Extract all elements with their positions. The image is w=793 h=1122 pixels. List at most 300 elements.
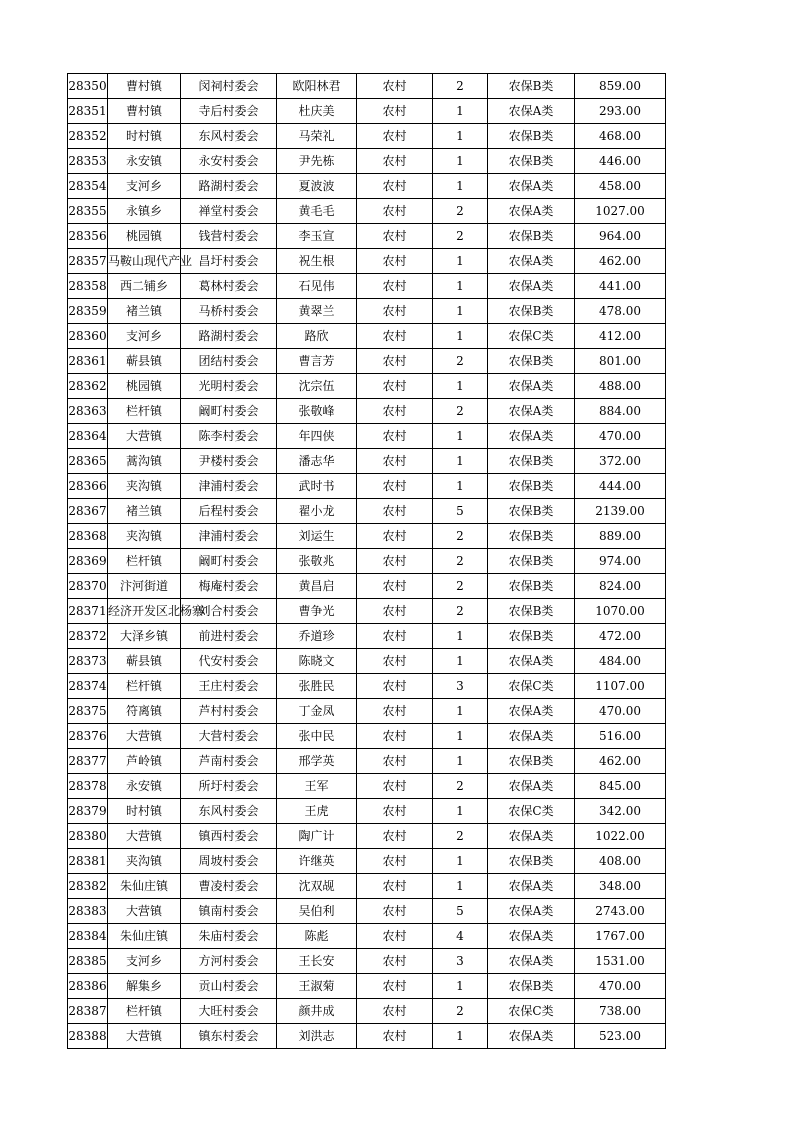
household-type-cell: 农村	[357, 874, 433, 899]
town-cell: 符离镇	[108, 699, 181, 724]
table-row	[68, 499, 666, 524]
record-id-cell: 28388	[68, 1024, 108, 1049]
town-cell: 夹沟镇	[108, 849, 181, 874]
record-id-cell: 28383	[68, 899, 108, 924]
record-id-cell: 28354	[68, 174, 108, 199]
household-type-cell: 农村	[357, 74, 433, 99]
name-cell: 沈宗伍	[277, 374, 357, 399]
village-committee-cell: 梅庵村委会	[181, 574, 277, 599]
village-committee-cell: 团结村委会	[181, 349, 277, 374]
record-id-cell: 28382	[68, 874, 108, 899]
name-cell: 黄翠兰	[277, 299, 357, 324]
household-type-cell: 农村	[357, 724, 433, 749]
name-cell: 祝生根	[277, 249, 357, 274]
insurance-category-cell: 农保B类	[488, 574, 575, 599]
village-committee-cell: 陈李村委会	[181, 424, 277, 449]
name-cell: 刘运生	[277, 524, 357, 549]
table-row	[68, 574, 666, 599]
household-size-cell: 2	[433, 599, 488, 624]
table-row	[68, 999, 666, 1024]
name-cell: 路欣	[277, 324, 357, 349]
village-committee-cell: 镇南村委会	[181, 899, 277, 924]
table-row	[68, 399, 666, 424]
amount-cell: 516.00	[575, 724, 666, 749]
household-size-cell: 1	[433, 974, 488, 999]
village-committee-cell: 津浦村委会	[181, 524, 277, 549]
amount-cell: 2743.00	[575, 899, 666, 924]
household-size-cell: 1	[433, 149, 488, 174]
name-cell: 张胜民	[277, 674, 357, 699]
table-row	[68, 624, 666, 649]
household-type-cell: 农村	[357, 799, 433, 824]
household-size-cell: 1	[433, 324, 488, 349]
village-committee-cell: 禅堂村委会	[181, 199, 277, 224]
name-cell: 陈彪	[277, 924, 357, 949]
village-committee-cell: 贡山村委会	[181, 974, 277, 999]
household-size-cell: 1	[433, 124, 488, 149]
town-cell: 曹村镇	[108, 74, 181, 99]
town-cell: 夹沟镇	[108, 474, 181, 499]
record-id-cell: 28350	[68, 74, 108, 99]
household-type-cell: 农村	[357, 474, 433, 499]
record-id-cell: 28378	[68, 774, 108, 799]
household-size-cell: 1	[433, 174, 488, 199]
insurance-category-cell: 农保A类	[488, 199, 575, 224]
town-cell: 永镇乡	[108, 199, 181, 224]
village-committee-cell: 后程村委会	[181, 499, 277, 524]
name-cell: 王军	[277, 774, 357, 799]
town-cell: 大营镇	[108, 824, 181, 849]
record-id-cell: 28359	[68, 299, 108, 324]
insurance-category-cell: 农保B类	[488, 599, 575, 624]
insurance-category-cell: 农保C类	[488, 674, 575, 699]
household-type-cell: 农村	[357, 599, 433, 624]
name-cell: 欧阳林君	[277, 74, 357, 99]
table-row	[68, 874, 666, 899]
household-size-cell: 1	[433, 649, 488, 674]
insurance-category-cell: 农保A类	[488, 399, 575, 424]
insurance-category-cell: 农保A类	[488, 774, 575, 799]
village-committee-cell: 代安村委会	[181, 649, 277, 674]
table-row	[68, 424, 666, 449]
table-row	[68, 599, 666, 624]
household-type-cell: 农村	[357, 99, 433, 124]
insurance-category-cell: 农保B类	[488, 474, 575, 499]
name-cell: 张敬峰	[277, 399, 357, 424]
amount-cell: 412.00	[575, 324, 666, 349]
record-id-cell: 28387	[68, 999, 108, 1024]
table-row	[68, 124, 666, 149]
village-committee-cell: 闵祠村委会	[181, 74, 277, 99]
table-row	[68, 699, 666, 724]
household-type-cell: 农村	[357, 574, 433, 599]
village-committee-cell: 尹楼村委会	[181, 449, 277, 474]
insurance-category-cell: 农保B类	[488, 624, 575, 649]
household-size-cell: 3	[433, 949, 488, 974]
table-row	[68, 549, 666, 574]
amount-cell: 824.00	[575, 574, 666, 599]
name-cell: 刘洪志	[277, 1024, 357, 1049]
town-cell: 蕲县镇	[108, 349, 181, 374]
record-id-cell: 28369	[68, 549, 108, 574]
amount-cell: 523.00	[575, 1024, 666, 1049]
insurance-category-cell: 农保B类	[488, 349, 575, 374]
amount-cell: 884.00	[575, 399, 666, 424]
household-type-cell: 农村	[357, 124, 433, 149]
record-id-cell: 28363	[68, 399, 108, 424]
village-committee-cell: 芦南村委会	[181, 749, 277, 774]
name-cell: 黄毛毛	[277, 199, 357, 224]
household-type-cell: 农村	[357, 999, 433, 1024]
town-cell: 栏杆镇	[108, 399, 181, 424]
amount-cell: 441.00	[575, 274, 666, 299]
household-size-cell: 5	[433, 899, 488, 924]
insurance-category-cell: 农保A类	[488, 249, 575, 274]
table-row	[68, 274, 666, 299]
amount-cell: 470.00	[575, 974, 666, 999]
household-type-cell: 农村	[357, 749, 433, 774]
record-id-cell: 28374	[68, 674, 108, 699]
table-row	[68, 299, 666, 324]
household-type-cell: 农村	[357, 299, 433, 324]
household-size-cell: 1	[433, 724, 488, 749]
town-cell: 朱仙庄镇	[108, 874, 181, 899]
table-row	[68, 149, 666, 174]
amount-cell: 478.00	[575, 299, 666, 324]
name-cell: 王长安	[277, 949, 357, 974]
household-type-cell: 农村	[357, 849, 433, 874]
table-row	[68, 974, 666, 999]
village-committee-cell: 所圩村委会	[181, 774, 277, 799]
amount-cell: 1022.00	[575, 824, 666, 849]
insurance-category-cell: 农保B类	[488, 974, 575, 999]
record-id-cell: 28356	[68, 224, 108, 249]
insurance-category-cell: 农保C类	[488, 799, 575, 824]
record-id-cell: 28370	[68, 574, 108, 599]
insurance-category-cell: 农保B类	[488, 299, 575, 324]
amount-cell: 462.00	[575, 749, 666, 774]
household-type-cell: 农村	[357, 524, 433, 549]
town-cell: 支河乡	[108, 174, 181, 199]
record-id-cell: 28353	[68, 149, 108, 174]
record-id-cell: 28368	[68, 524, 108, 549]
insurance-category-cell: 农保B类	[488, 224, 575, 249]
table-row	[68, 799, 666, 824]
household-type-cell: 农村	[357, 499, 433, 524]
village-committee-cell: 方河村委会	[181, 949, 277, 974]
town-cell: 朱仙庄镇	[108, 924, 181, 949]
village-committee-cell: 昌圩村委会	[181, 249, 277, 274]
amount-cell: 372.00	[575, 449, 666, 474]
household-type-cell: 农村	[357, 674, 433, 699]
insurance-category-cell: 农保A类	[488, 174, 575, 199]
table-row	[68, 949, 666, 974]
household-type-cell: 农村	[357, 924, 433, 949]
name-cell: 沈双觇	[277, 874, 357, 899]
amount-cell: 348.00	[575, 874, 666, 899]
household-type-cell: 农村	[357, 374, 433, 399]
village-committee-cell: 曹凌村委会	[181, 874, 277, 899]
amount-cell: 472.00	[575, 624, 666, 649]
town-cell: 桃园镇	[108, 374, 181, 399]
town-cell: 褚兰镇	[108, 299, 181, 324]
amount-cell: 462.00	[575, 249, 666, 274]
town-cell: 栏杆镇	[108, 549, 181, 574]
household-size-cell: 1	[433, 274, 488, 299]
household-size-cell: 1	[433, 424, 488, 449]
table-row	[68, 749, 666, 774]
amount-cell: 845.00	[575, 774, 666, 799]
insurance-category-cell: 农保B类	[488, 449, 575, 474]
household-type-cell: 农村	[357, 699, 433, 724]
town-cell: 蕲县镇	[108, 649, 181, 674]
household-type-cell: 农村	[357, 424, 433, 449]
town-cell: 蒿沟镇	[108, 449, 181, 474]
town-cell: 栏杆镇	[108, 674, 181, 699]
insurance-category-cell: 农保B类	[488, 74, 575, 99]
record-id-cell: 28379	[68, 799, 108, 824]
household-size-cell: 3	[433, 674, 488, 699]
name-cell: 尹先栋	[277, 149, 357, 174]
amount-cell: 293.00	[575, 99, 666, 124]
name-cell: 吴伯利	[277, 899, 357, 924]
household-size-cell: 2	[433, 549, 488, 574]
record-id-cell: 28384	[68, 924, 108, 949]
household-size-cell: 5	[433, 499, 488, 524]
name-cell: 夏波波	[277, 174, 357, 199]
village-committee-cell: 镇东村委会	[181, 1024, 277, 1049]
town-cell: 时村镇	[108, 799, 181, 824]
household-size-cell: 2	[433, 399, 488, 424]
town-cell: 西二铺乡	[108, 274, 181, 299]
name-cell: 陶广计	[277, 824, 357, 849]
table-row	[68, 849, 666, 874]
name-cell: 曹争光	[277, 599, 357, 624]
household-type-cell: 农村	[357, 949, 433, 974]
insurance-category-cell: 农保A类	[488, 699, 575, 724]
data-table	[67, 73, 666, 1049]
household-type-cell: 农村	[357, 399, 433, 424]
household-size-cell: 1	[433, 874, 488, 899]
table-row	[68, 1024, 666, 1049]
table-row	[68, 249, 666, 274]
household-size-cell: 2	[433, 574, 488, 599]
record-id-cell: 28381	[68, 849, 108, 874]
town-cell: 大营镇	[108, 424, 181, 449]
table-row	[68, 474, 666, 499]
town-cell: 大营镇	[108, 724, 181, 749]
village-committee-cell: 路湖村委会	[181, 324, 277, 349]
household-type-cell: 农村	[357, 274, 433, 299]
record-id-cell: 28365	[68, 449, 108, 474]
town-cell: 大营镇	[108, 1024, 181, 1049]
household-size-cell: 1	[433, 99, 488, 124]
insurance-category-cell: 农保B类	[488, 749, 575, 774]
household-size-cell: 1	[433, 1024, 488, 1049]
amount-cell: 801.00	[575, 349, 666, 374]
insurance-category-cell: 农保C类	[488, 324, 575, 349]
name-cell: 年四侠	[277, 424, 357, 449]
household-size-cell: 1	[433, 449, 488, 474]
household-type-cell: 农村	[357, 1024, 433, 1049]
village-committee-cell: 光明村委会	[181, 374, 277, 399]
insurance-category-cell: 农保A类	[488, 649, 575, 674]
household-type-cell: 农村	[357, 899, 433, 924]
household-type-cell: 农村	[357, 349, 433, 374]
amount-cell: 738.00	[575, 999, 666, 1024]
name-cell: 马荣礼	[277, 124, 357, 149]
table-row	[68, 649, 666, 674]
table-row	[68, 724, 666, 749]
table-row	[68, 924, 666, 949]
amount-cell: 408.00	[575, 849, 666, 874]
insurance-category-cell: 农保B类	[488, 499, 575, 524]
town-cell: 芦岭镇	[108, 749, 181, 774]
village-committee-cell: 周坡村委会	[181, 849, 277, 874]
village-committee-cell: 东风村委会	[181, 124, 277, 149]
name-cell: 李玉宣	[277, 224, 357, 249]
name-cell: 石见伟	[277, 274, 357, 299]
village-committee-cell: 津浦村委会	[181, 474, 277, 499]
insurance-category-cell: 农保B类	[488, 849, 575, 874]
household-type-cell: 农村	[357, 174, 433, 199]
household-type-cell: 农村	[357, 224, 433, 249]
record-id-cell: 28362	[68, 374, 108, 399]
record-id-cell: 28373	[68, 649, 108, 674]
village-committee-cell: 大旺村委会	[181, 999, 277, 1024]
name-cell: 潘志华	[277, 449, 357, 474]
amount-cell: 974.00	[575, 549, 666, 574]
record-id-cell: 28358	[68, 274, 108, 299]
town-cell: 栏杆镇	[108, 999, 181, 1024]
insurance-category-cell: 农保B类	[488, 124, 575, 149]
record-id-cell: 28386	[68, 974, 108, 999]
name-cell: 许继英	[277, 849, 357, 874]
town-cell: 大泽乡镇	[108, 624, 181, 649]
household-size-cell: 1	[433, 624, 488, 649]
town-cell: 桃园镇	[108, 224, 181, 249]
name-cell: 翟小龙	[277, 499, 357, 524]
village-committee-cell: 东风村委会	[181, 799, 277, 824]
insurance-category-cell: 农保A类	[488, 899, 575, 924]
village-committee-cell: 路湖村委会	[181, 174, 277, 199]
insurance-category-cell: 农保A类	[488, 424, 575, 449]
name-cell: 张中民	[277, 724, 357, 749]
household-size-cell: 1	[433, 849, 488, 874]
insurance-category-cell: 农保B类	[488, 549, 575, 574]
name-cell: 乔道珍	[277, 624, 357, 649]
household-size-cell: 2	[433, 824, 488, 849]
name-cell: 黄昌启	[277, 574, 357, 599]
town-cell: 支河乡	[108, 324, 181, 349]
table-row	[68, 349, 666, 374]
household-size-cell: 2	[433, 224, 488, 249]
amount-cell: 1027.00	[575, 199, 666, 224]
name-cell: 陈晓文	[277, 649, 357, 674]
town-cell: 经济开发区北杨寨	[108, 599, 181, 624]
amount-cell: 859.00	[575, 74, 666, 99]
insurance-category-cell: 农保A类	[488, 949, 575, 974]
name-cell: 丁金凤	[277, 699, 357, 724]
village-committee-cell: 马桥村委会	[181, 299, 277, 324]
table-row	[68, 449, 666, 474]
village-committee-cell: 寺后村委会	[181, 99, 277, 124]
town-cell: 永安镇	[108, 149, 181, 174]
village-committee-cell: 大营村委会	[181, 724, 277, 749]
record-id-cell: 28361	[68, 349, 108, 374]
insurance-category-cell: 农保A类	[488, 924, 575, 949]
amount-cell: 444.00	[575, 474, 666, 499]
record-id-cell: 28366	[68, 474, 108, 499]
town-cell: 支河乡	[108, 949, 181, 974]
amount-cell: 342.00	[575, 799, 666, 824]
amount-cell: 2139.00	[575, 499, 666, 524]
household-size-cell: 1	[433, 699, 488, 724]
amount-cell: 468.00	[575, 124, 666, 149]
town-cell: 褚兰镇	[108, 499, 181, 524]
insurance-category-cell: 农保A类	[488, 874, 575, 899]
household-size-cell: 1	[433, 299, 488, 324]
household-size-cell: 1	[433, 749, 488, 774]
table-row	[68, 199, 666, 224]
household-size-cell: 4	[433, 924, 488, 949]
town-cell: 大营镇	[108, 899, 181, 924]
amount-cell: 484.00	[575, 649, 666, 674]
record-id-cell: 28377	[68, 749, 108, 774]
village-committee-cell: 镇西村委会	[181, 824, 277, 849]
village-committee-cell: 刘合村委会	[181, 599, 277, 624]
table-row	[68, 174, 666, 199]
village-committee-cell: 永安村委会	[181, 149, 277, 174]
insurance-category-cell: 农保A类	[488, 824, 575, 849]
record-id-cell: 28380	[68, 824, 108, 849]
name-cell: 邢学英	[277, 749, 357, 774]
record-id-cell: 28351	[68, 99, 108, 124]
record-id-cell: 28376	[68, 724, 108, 749]
amount-cell: 964.00	[575, 224, 666, 249]
town-cell: 永安镇	[108, 774, 181, 799]
household-size-cell: 1	[433, 799, 488, 824]
household-type-cell: 农村	[357, 774, 433, 799]
household-size-cell: 2	[433, 349, 488, 374]
table-row	[68, 524, 666, 549]
town-cell: 时村镇	[108, 124, 181, 149]
household-size-cell: 2	[433, 74, 488, 99]
town-cell: 解集乡	[108, 974, 181, 999]
village-committee-cell: 王庄村委会	[181, 674, 277, 699]
town-cell: 曹村镇	[108, 99, 181, 124]
record-id-cell: 28360	[68, 324, 108, 349]
amount-cell: 470.00	[575, 699, 666, 724]
record-id-cell: 28367	[68, 499, 108, 524]
amount-cell: 889.00	[575, 524, 666, 549]
amount-cell: 1070.00	[575, 599, 666, 624]
household-size-cell: 2	[433, 999, 488, 1024]
insurance-category-cell: 农保B类	[488, 524, 575, 549]
insurance-category-cell: 农保A类	[488, 1024, 575, 1049]
village-committee-cell: 朱庙村委会	[181, 924, 277, 949]
record-id-cell: 28371	[68, 599, 108, 624]
record-id-cell: 28385	[68, 949, 108, 974]
household-type-cell: 农村	[357, 649, 433, 674]
village-committee-cell: 前进村委会	[181, 624, 277, 649]
household-size-cell: 2	[433, 199, 488, 224]
insurance-category-cell: 农保A类	[488, 274, 575, 299]
household-size-cell: 2	[433, 774, 488, 799]
name-cell: 颜井成	[277, 999, 357, 1024]
name-cell: 武时书	[277, 474, 357, 499]
table-row	[68, 774, 666, 799]
